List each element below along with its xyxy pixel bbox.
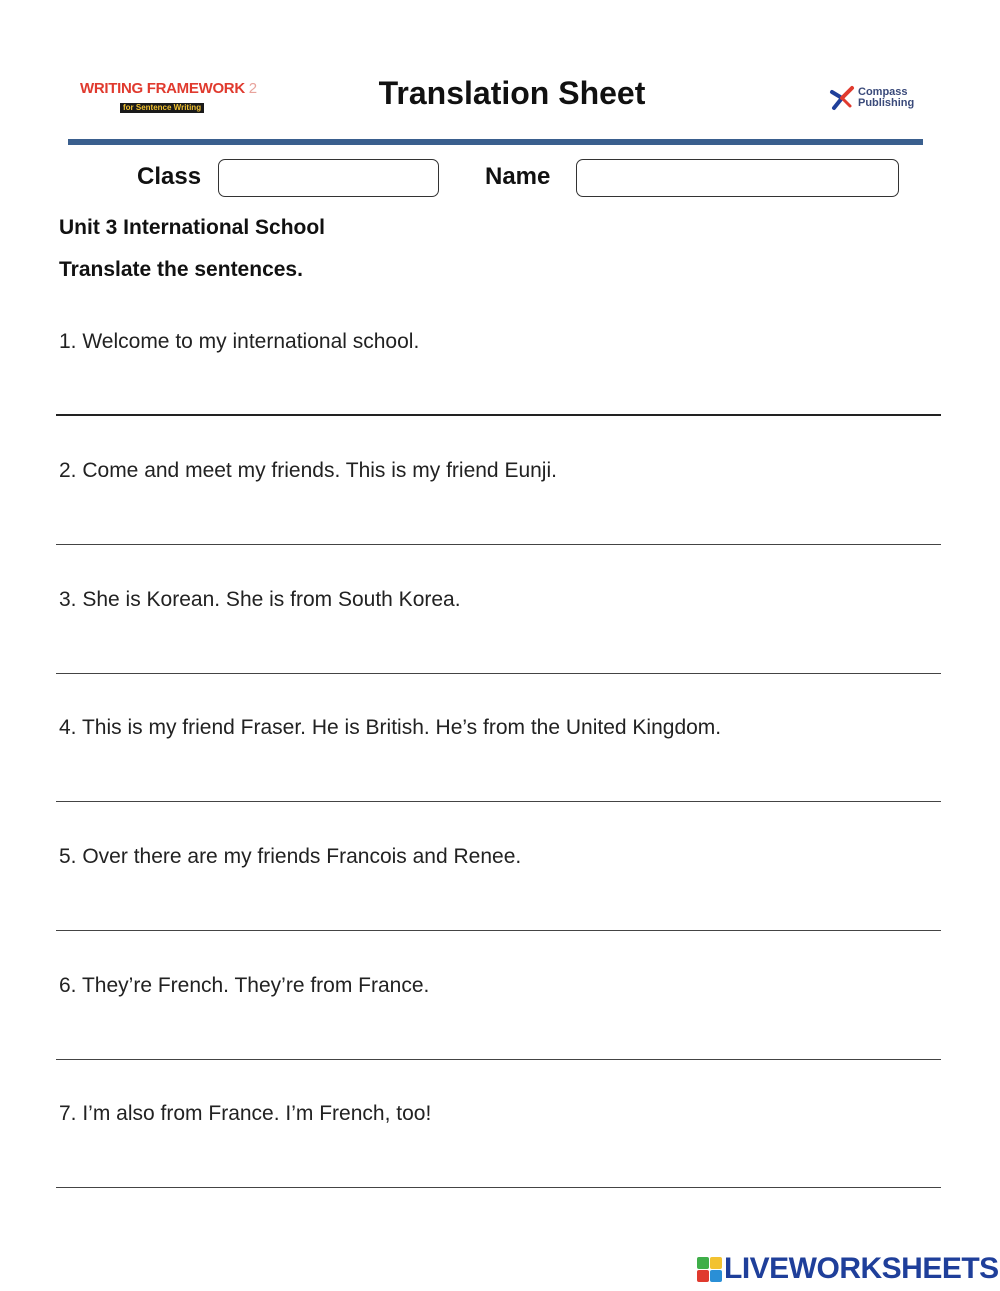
sentence-5: 5. Over there are my friends Francois and Renee. (59, 845, 522, 868)
answer-line-2[interactable] (56, 544, 941, 545)
answer-line-6[interactable] (56, 1059, 941, 1060)
liveworksheets-logo (697, 1252, 999, 1286)
publishing-text: Publishing (858, 97, 915, 109)
answer-line-4[interactable] (56, 801, 941, 802)
header-divider (68, 139, 923, 145)
sentence-2: 2. Come and meet my friends. This is my friend Eunji. (59, 459, 557, 482)
sentence-3: 3. She is Korean. She is from South Korea. (59, 588, 461, 611)
liveworksheets-grid-icon (697, 1257, 722, 1282)
instruction: Translate the sentences. (59, 258, 303, 281)
compass-star-icon (828, 84, 856, 112)
name-input[interactable] (576, 159, 899, 197)
sentence-7: 7. I’m also from France. I’m French, too! (59, 1102, 432, 1125)
sentence-4: 4. This is my friend Fraser. He is British. He’s from the United Kingdom. (59, 716, 722, 739)
unit-title: Unit 3 International School (59, 216, 326, 239)
liveworksheets-wordmark: LIVEWORKSHEETS (724, 1252, 999, 1285)
answer-line-1[interactable] (56, 414, 941, 416)
logo-text: WRITING FRAMEWORK (80, 80, 245, 97)
answer-line-5[interactable] (56, 930, 941, 931)
page-title: Translation Sheet (378, 75, 646, 111)
sentence-1: 1. Welcome to my international school. (59, 330, 420, 353)
sentence-6: 6. They’re French. They’re from France. (59, 974, 430, 997)
name-label: Name (485, 163, 551, 190)
compass-publishing-logo (828, 84, 914, 112)
logo-subtitle: for Sentence Writing (120, 103, 204, 113)
class-label: Class (137, 163, 202, 190)
answer-line-7[interactable] (56, 1187, 941, 1188)
answer-line-3[interactable] (56, 673, 941, 674)
compass-text: Compass (858, 86, 908, 98)
logo-number: 2 (248, 80, 257, 97)
class-input[interactable] (218, 159, 439, 197)
